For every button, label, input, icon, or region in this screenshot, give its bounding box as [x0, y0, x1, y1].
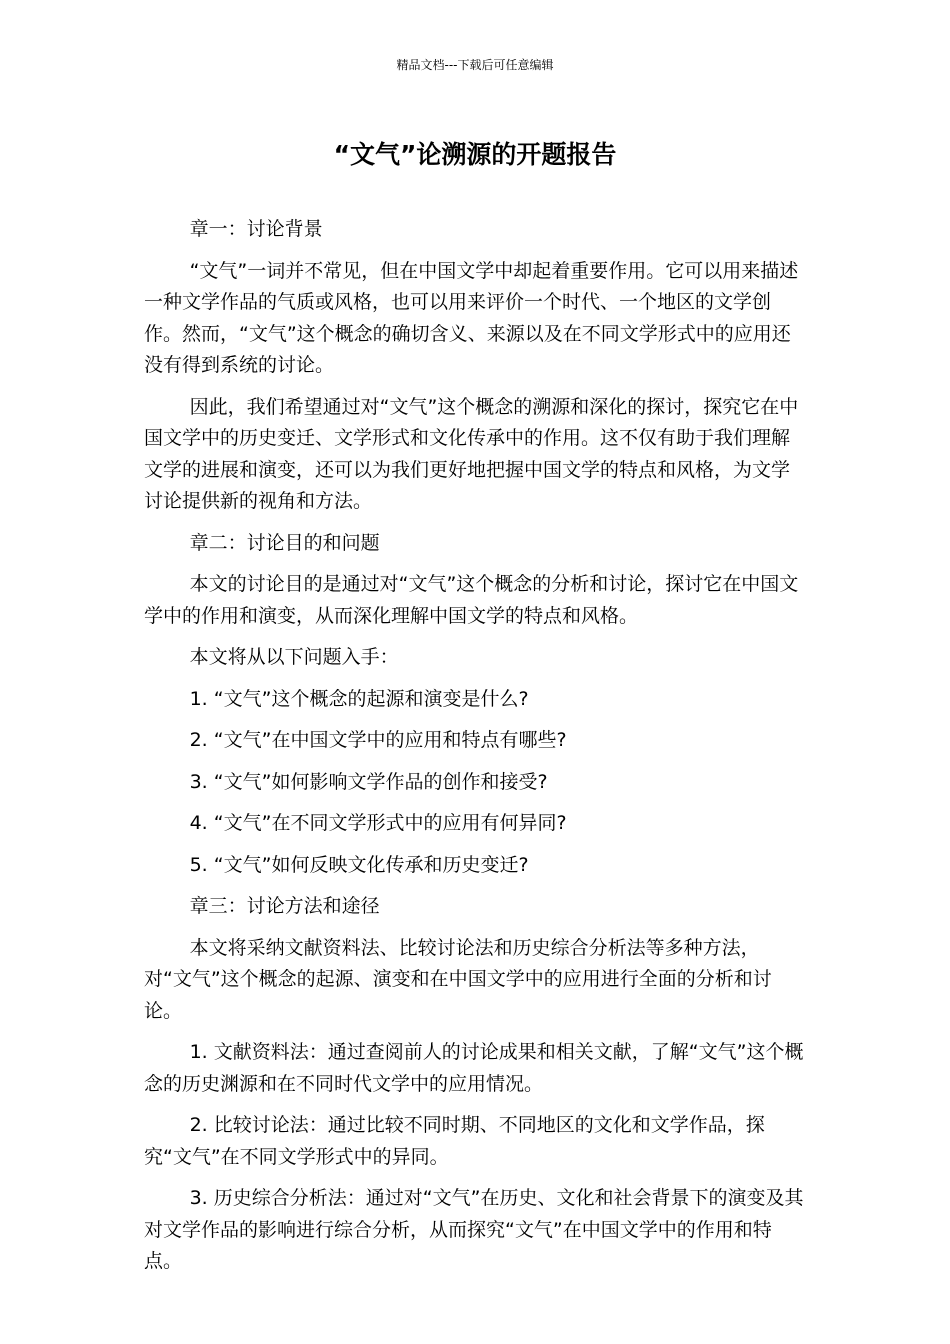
question-item: 2. “文气”在中国文学中的应用和特点有哪些? — [189, 729, 567, 751]
question-item: 5. “文气”如何反映文化传承和历史变迁? — [189, 853, 529, 876]
section-heading-background: 章一：讨论背景 — [189, 218, 323, 240]
document-title: “文气”论溯源的开题报告 — [333, 140, 617, 169]
paragraph: “文气”一词并不常见，但在中国文学中却起着重要作用。它可以用来描述一种文学作品的气质或风格，也可以用来评价一个时代、一个地区的文学创作。然而，“文气”这个概念的确切含义、来源以及在不同文学形式中的应用还没有得到系统的讨论。 — [144, 259, 799, 376]
method-item: 3. 历史综合分析法：通过对“文气”在历史、文化和社会背景下的演变及其对文学作品的影响进行综合分析，从而探究“文气”在中国文学中的作用和特点。 — [144, 1187, 804, 1272]
question-item: 4. “文气”在不同文学形式中的应用有何异同? — [189, 812, 567, 834]
paragraph: 因此，我们希望通过对“文气”这个概念的溯源和深化的探讨，探究它在中国文学中的历史变迁、文学形式和文化传承中的作用。这不仅有助于我们理解文学的进展和演变，还可以为我们更好地把握中国文学的特点和风格，为文学讨论提供新的视角和方法。 — [144, 395, 799, 512]
paragraph: 本文将采纳文献资料法、比较讨论法和历史综合分析法等多种方法，对“文气”这个概念的起源、演变和在中国文学中的应用进行全面的分析和讨论。 — [144, 936, 772, 1022]
paragraph: 本文的讨论目的是通过对“文气”这个概念的分析和讨论，探讨它在中国文学中的作用和演变，从而深化理解中国文学的特点和风格。 — [144, 573, 799, 627]
method-item: 2. 比较讨论法：通过比较不同时期、不同地区的文化和文学作品，探究“文气”在不同文学形式中的异同。 — [144, 1114, 765, 1168]
section-heading-purpose: 章二：讨论目的和问题 — [189, 531, 380, 554]
document-body — [144, 214, 806, 1288]
question-item: 3. “文气”如何影响文学作品的创作和接受? — [189, 770, 548, 793]
page-header: 精品文档---下载后可任意编辑 — [396, 58, 554, 72]
method-item: 1. 文献资料法：通过查阅前人的讨论成果和相关文献，了解“文气”这个概念的历史渊源和在不同时代文学中的应用情况。 — [144, 1041, 804, 1095]
paragraph: 本文将从以下问题入手： — [189, 646, 399, 668]
section-heading-methods: 章三：讨论方法和途径 — [189, 895, 380, 917]
question-item: 1. “文气”这个概念的起源和演变是什么? — [189, 687, 529, 710]
